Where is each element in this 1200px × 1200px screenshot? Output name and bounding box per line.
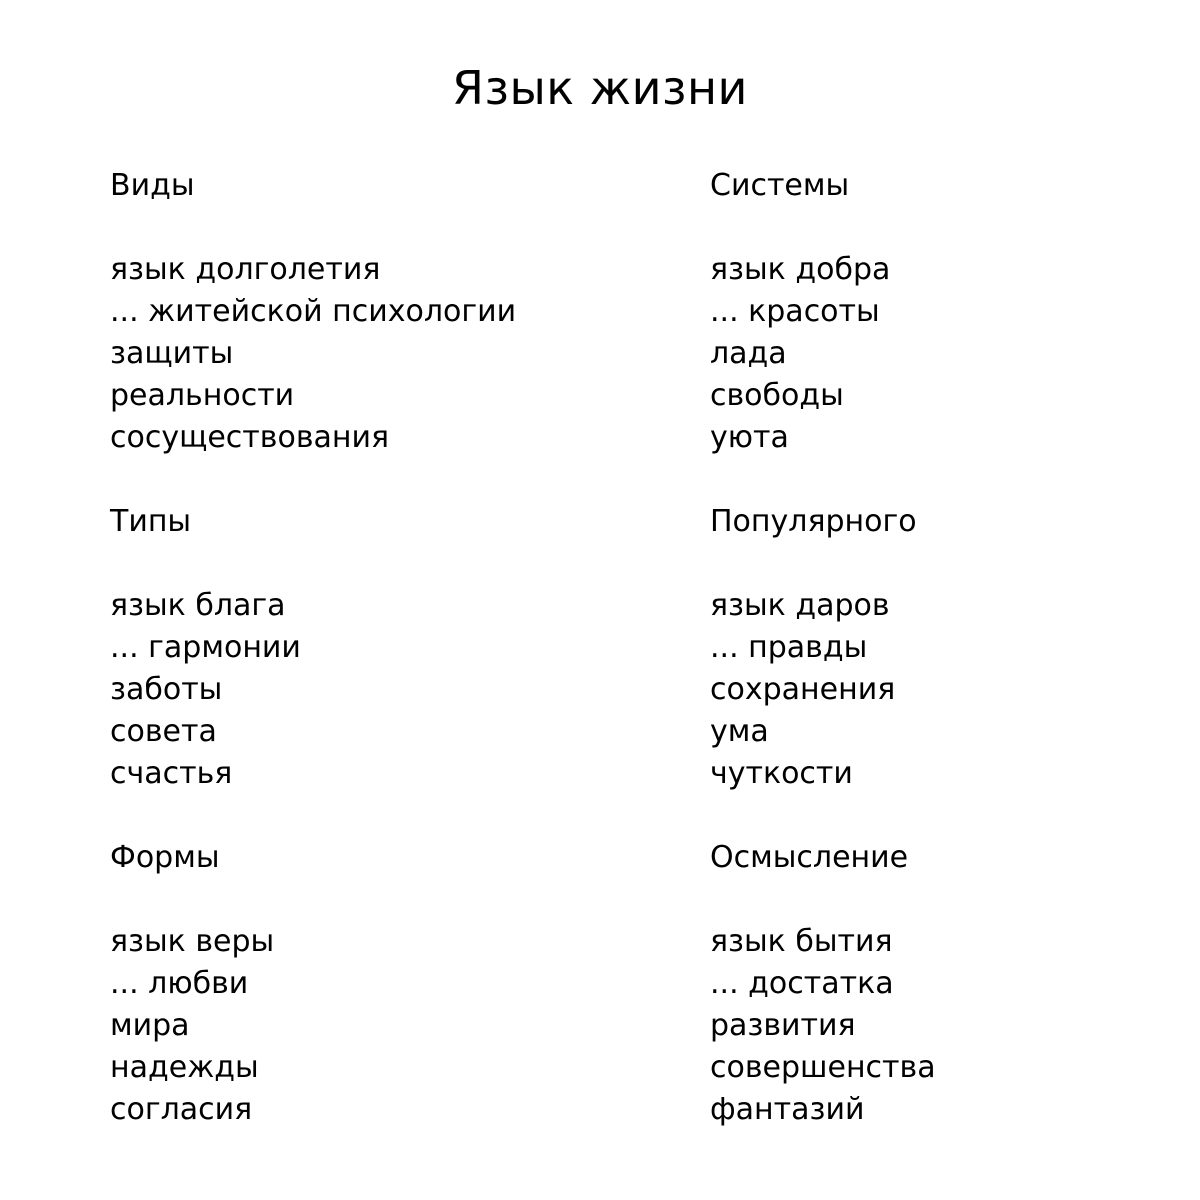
right-column [710,165,1200,1173]
list-item: ума [710,714,769,749]
section-tipy [110,501,630,837]
section-list [710,921,1200,1131]
section-populyarnogo [710,501,1200,837]
list-item: развития [710,1008,856,1043]
list-item: уюта [710,420,789,455]
list-item: сохранения [710,672,896,707]
section-list [110,585,630,795]
section-list [110,249,630,459]
list-item: заботы [110,672,223,707]
list-item: сосуществования [110,420,390,455]
list-item: язык долголетия [110,252,381,287]
list-item: язык добра [710,252,891,287]
section-list [110,921,630,1131]
section-osmyslenie [710,837,1200,1173]
section-vidy [110,165,630,501]
list-item: согласия [110,1092,253,1127]
section-list [710,585,1200,795]
list-item: ... красоты [710,294,880,329]
list-item: язык бытия [710,924,893,959]
list-item: свободы [710,378,844,413]
section-heading: Типы [110,504,192,539]
section-sistemy [710,165,1200,501]
list-item: чуткости [710,756,853,791]
left-column [110,165,630,1173]
list-item: язык блага [110,588,286,623]
section-heading: Виды [110,168,195,203]
list-item: ... правды [710,630,868,665]
list-item: защиты [110,336,234,371]
page-title: Язык жизни [452,61,748,115]
list-item: ... любви [110,966,249,1001]
section-list [710,249,1200,459]
section-heading: Осмысление [710,840,909,875]
list-item: мира [110,1008,190,1043]
list-item: ... гармонии [110,630,301,665]
list-item: реальности [110,378,295,413]
section-heading: Формы [110,840,220,875]
section-heading: Системы [710,168,850,203]
list-item: счастья [110,756,233,791]
list-item: язык даров [710,588,890,623]
list-item: лада [710,336,787,371]
list-item: фантазий [710,1092,865,1127]
list-item: язык веры [110,924,275,959]
section-heading: Популярного [710,504,917,539]
list-item: надежды [110,1050,259,1085]
section-formy [110,837,630,1173]
list-item: совета [110,714,217,749]
list-item: ... достатка [710,966,894,1001]
list-item: совершенства [710,1050,936,1085]
list-item: ... житейской психологии [110,294,517,329]
